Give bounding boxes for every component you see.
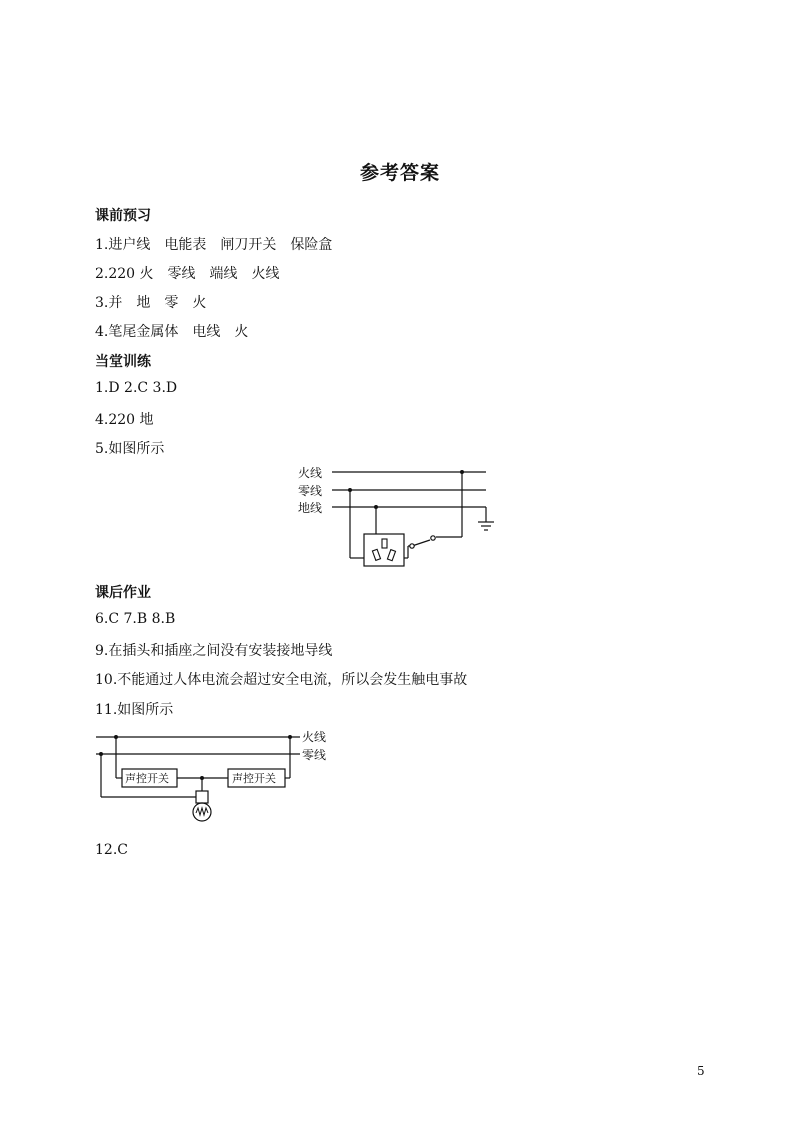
section-heading-class: 当堂训练 — [95, 354, 151, 370]
answer-line: 9.在插头和插座之间没有安装接地导线 — [95, 643, 333, 659]
section-heading-preview: 课前预习 — [95, 208, 151, 224]
answer-line: 1.D 2.C 3.D — [95, 380, 178, 396]
junction-dot — [288, 735, 292, 739]
neutral-wire-label: 零线 — [302, 748, 327, 762]
answer-line: 5.如图所示 — [95, 441, 165, 457]
answer-line: 1.进户线 电能表 闸刀开关 保险盒 — [95, 237, 333, 253]
section-heading-homework: 课后作业 — [95, 585, 151, 601]
ground-wire-label: 地线 — [298, 501, 323, 515]
live-wire-label: 火线 — [302, 730, 327, 744]
junction-dot — [99, 752, 103, 756]
answer-line: 4.笔尾金属体 电线 火 — [95, 324, 249, 340]
answer-line: 6.C 7.B 8.B — [95, 611, 176, 627]
switch-contact — [410, 544, 414, 548]
junction-dot — [200, 776, 204, 780]
junction-dot — [460, 470, 464, 474]
light-bulb — [193, 803, 211, 821]
sound-switch-label: 声控开关 — [232, 772, 276, 785]
neutral-wire-label: 零线 — [298, 484, 323, 498]
socket-wiring-diagram — [296, 460, 496, 572]
junction-dot — [348, 488, 352, 492]
answer-line: 2.220 火 零线 端线 火线 — [95, 266, 280, 282]
answer-line: 11.如图所示 — [95, 702, 174, 718]
switch-blade — [412, 540, 430, 546]
socket-face — [372, 539, 395, 561]
answer-line: 12.C — [95, 842, 128, 858]
junction-dot — [374, 505, 378, 509]
switch-contact — [431, 536, 435, 540]
sound-switch-diagram — [92, 725, 337, 825]
page-title: 参考答案 — [359, 162, 440, 184]
answer-line: 4.220 地 — [95, 412, 154, 428]
lamp-holder — [196, 791, 208, 803]
sound-switch-label: 声控开关 — [125, 772, 169, 785]
page-number: 5 — [697, 1064, 705, 1078]
live-wire-label: 火线 — [298, 466, 323, 480]
junction-dot — [114, 735, 118, 739]
answer-line: 3.并 地 零 火 — [95, 295, 207, 311]
answer-line: 10.不能通过人体电流会超过安全电流，所以会发生触电事故 — [95, 672, 468, 688]
